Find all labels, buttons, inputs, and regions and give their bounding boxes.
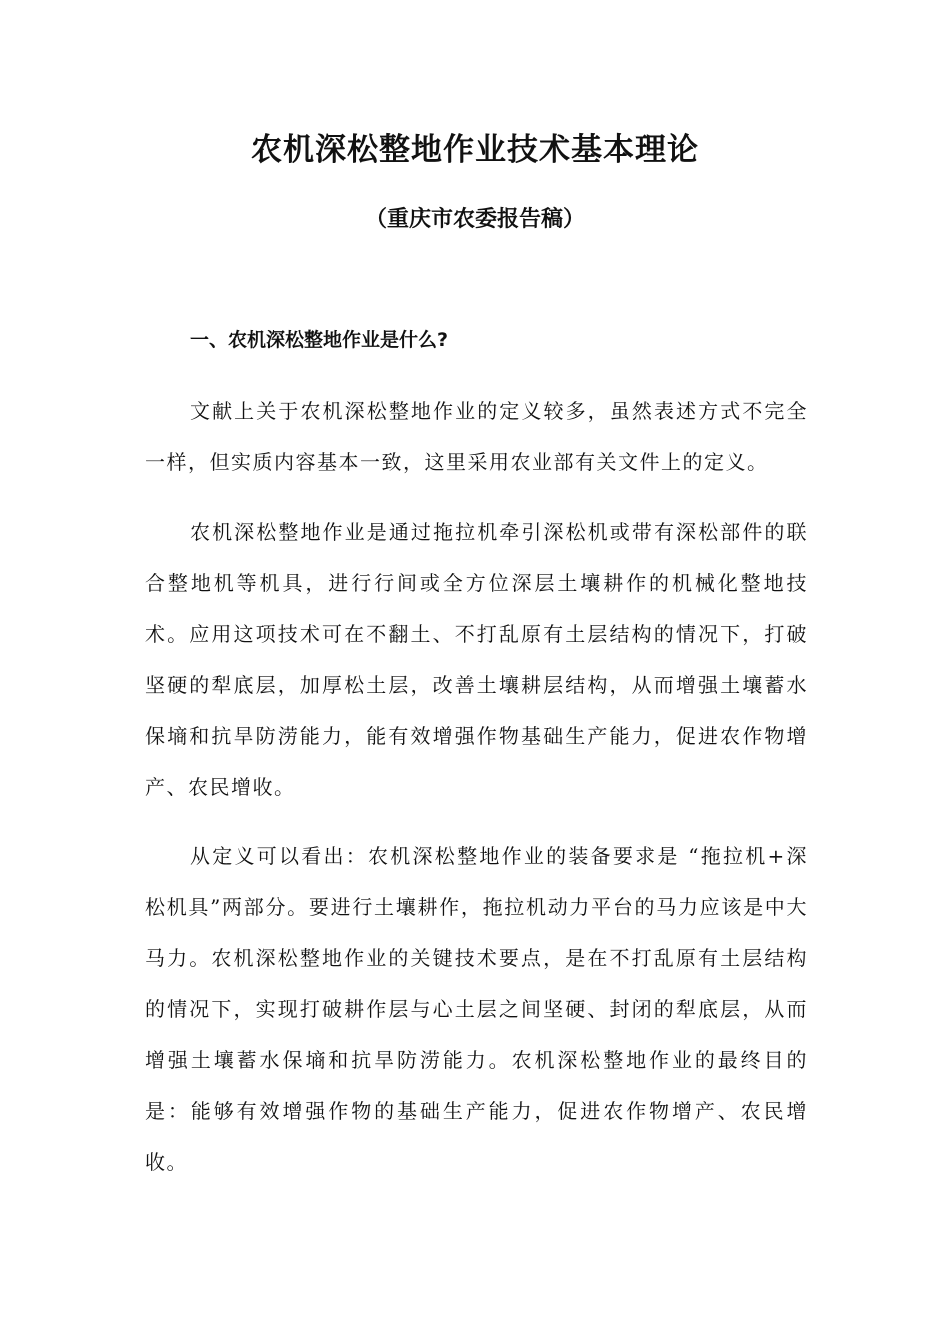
paragraph-definition-intro: 文献上关于农机深松整地作业的定义较多，虽然表述方式不完全一样，但实质内容基本一致，这里采用农业部有关文件上的定义。 xyxy=(145,399,808,474)
document-subtitle: （重庆市农委报告稿） xyxy=(364,207,585,232)
section-heading: 一、农机深松整地作业是什么? xyxy=(190,329,449,351)
document-title: 农机深松整地作业技术基本理论 xyxy=(251,132,699,168)
paragraph-definition: 农机深松整地作业是通过拖拉机牵引深松机或带有深松部件的联合整地机等机具，进行行间或全方位深层土壤耕作的机械化整地技术。应用这项技术可在不翻土、不打乱原有土层结构的情况下，打破坚硬的犁底层，加厚松土层，改善土壤耕层结构，从而增强土壤蓄水保墒和抗旱防涝能力，能有效增强作物基础生产能力，促进农作物增产、农民增收。 xyxy=(145,520,808,799)
paragraph-analysis: 从定义可以看出：农机深松整地作业的装备要求是 “拖拉机+深松机具”两部分。要进行土壤耕作，拖拉机动力平台的马力应该是中大马力。农机深松整地作业的关键技术要点，是在不打乱原有土层结构的情况下，实现打破耕作层与心土层之间坚硬、封闭的犁底层，从而增强土壤蓄水保墒和抗旱防涝能力。农机深松整地作业的最终目的是：能够有效增强作物的基础生产能力，促进农作物增产、农民增收。 xyxy=(145,844,808,1174)
